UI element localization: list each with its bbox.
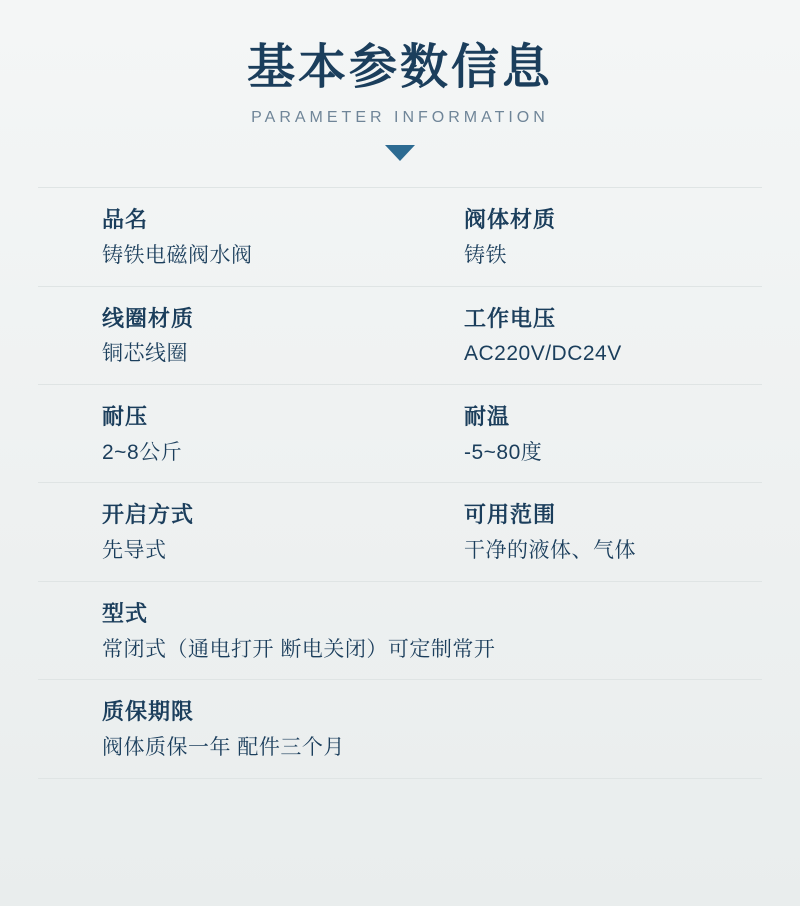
param-cell — [38, 303, 400, 370]
param-cell — [38, 598, 762, 665]
page-subtitle: PARAMETER INFORMATION — [251, 109, 549, 127]
triangle-down-icon — [385, 145, 415, 161]
param-value: 2~8公斤 — [102, 440, 183, 464]
param-cell — [38, 696, 762, 763]
param-label: 质保期限 — [102, 699, 195, 725]
param-label: 品名 — [102, 207, 149, 233]
param-value: 铸铁 — [464, 244, 507, 268]
param-value: 铸铁电磁阀水阀 — [102, 244, 253, 268]
param-label: 耐压 — [102, 403, 149, 429]
param-value: AC220V/DC24V — [464, 342, 622, 366]
param-label: 型式 — [102, 600, 149, 626]
param-label: 线圈材质 — [102, 305, 195, 331]
param-value: 干净的液体、气体 — [464, 539, 636, 563]
param-label: 开启方式 — [102, 502, 195, 528]
page-header — [0, 0, 800, 161]
param-cell — [400, 499, 762, 566]
param-value: 铜芯线圈 — [102, 342, 188, 366]
table-row — [38, 679, 762, 778]
table-row — [38, 187, 762, 285]
param-value: 常闭式（通电打开 断电关闭）可定制常开 — [102, 637, 496, 661]
param-label: 阀体材质 — [464, 207, 557, 233]
table-row — [38, 286, 762, 384]
param-value: 先导式 — [102, 539, 167, 563]
param-cell — [400, 401, 762, 468]
param-label: 工作电压 — [464, 305, 557, 331]
param-cell — [400, 204, 762, 271]
param-label: 耐温 — [464, 403, 511, 429]
table-row — [38, 384, 762, 482]
parameter-table — [38, 187, 762, 778]
param-cell — [400, 303, 762, 370]
param-value: 阀体质保一年 配件三个月 — [102, 736, 345, 760]
table-row — [38, 581, 762, 679]
param-cell — [38, 204, 400, 271]
param-value: -5~80度 — [464, 440, 543, 464]
param-label: 可用范围 — [464, 502, 557, 528]
table-row — [38, 482, 762, 580]
page-title: 基本参数信息 — [246, 41, 553, 94]
param-cell — [38, 401, 400, 468]
arrow-container — [0, 145, 800, 161]
param-cell — [38, 499, 400, 566]
